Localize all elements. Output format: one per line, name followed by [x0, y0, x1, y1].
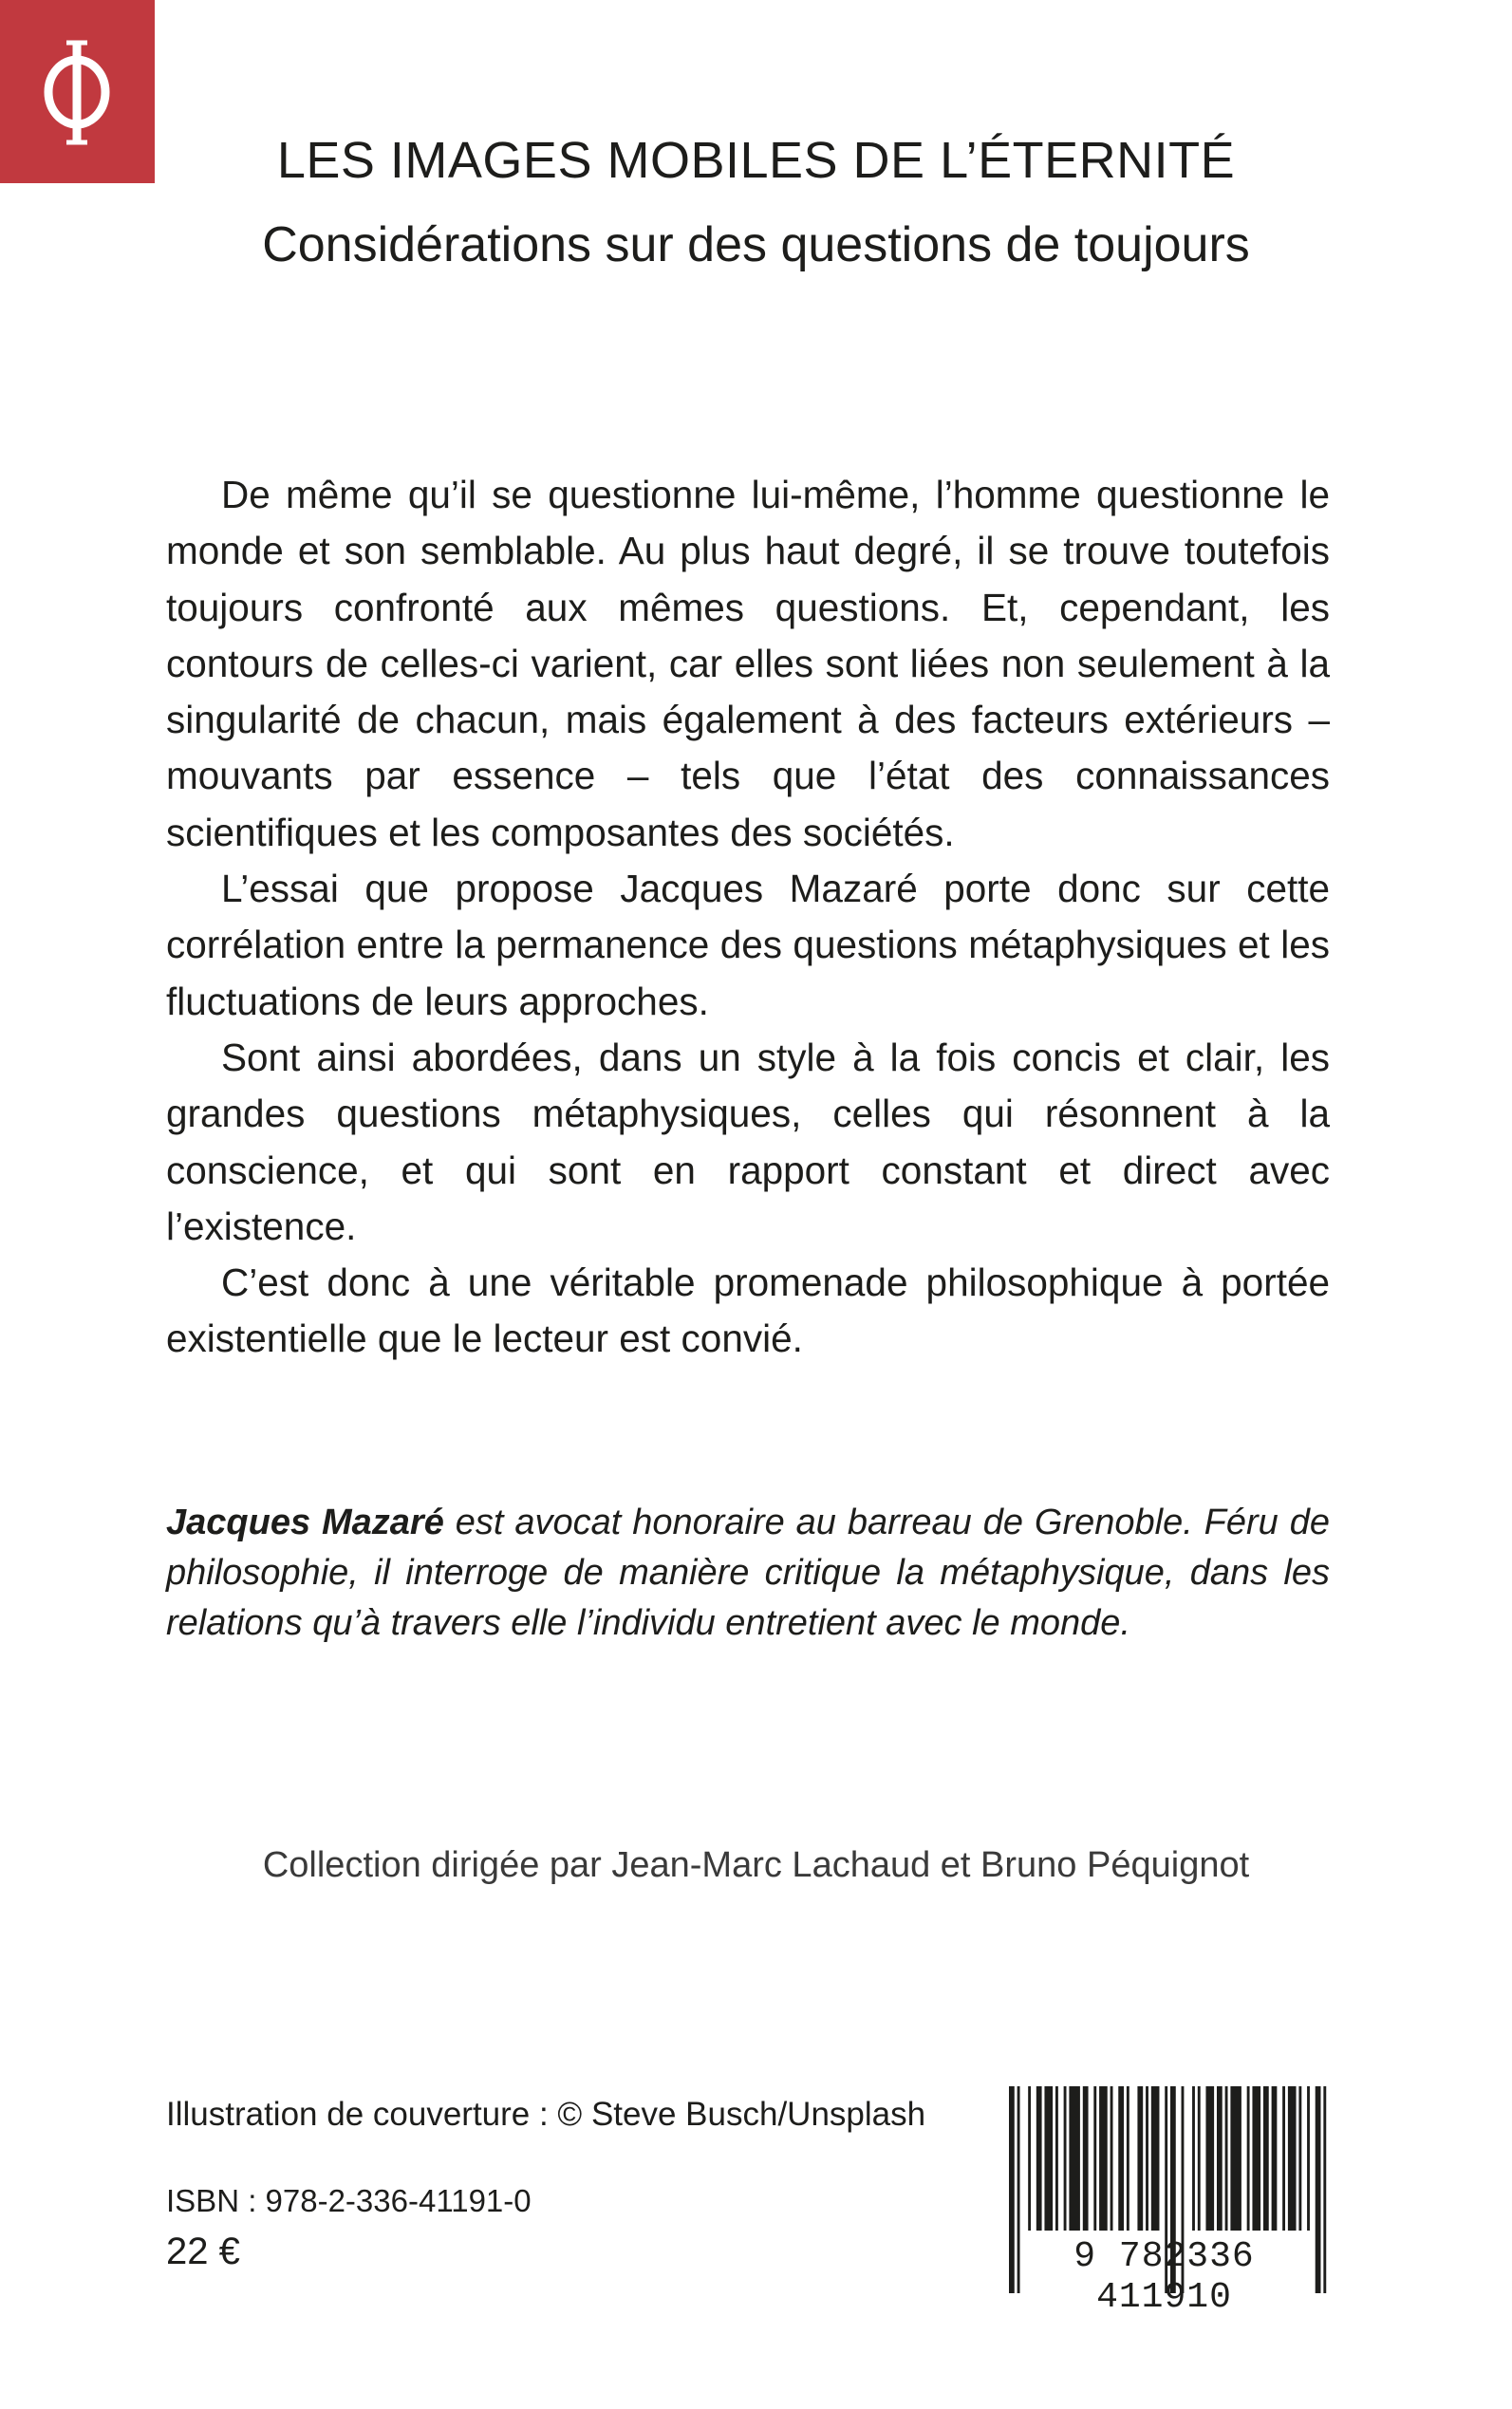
barcode-bar	[1093, 2086, 1096, 2231]
blurb-paragraph: L’essai que propose Jacques Mazaré porte donc sur cette corrélation entre la permanence des questions métaphysiques et les fluctuations de leurs approches.	[166, 867, 1330, 1023]
book-title: LES IMAGES MOBILES DE L’ÉTERNITÉ	[276, 132, 1236, 189]
author-name: Jacques Mazaré	[166, 1503, 444, 1542]
barcode-bar	[1055, 2086, 1058, 2231]
barcode-bar	[1288, 2086, 1297, 2231]
barcode-bar	[1146, 2086, 1148, 2231]
barcode-bar	[1083, 2086, 1089, 2231]
barcode-bar	[1111, 2086, 1113, 2231]
author-bio	[166, 1498, 1330, 1649]
barcode-bar	[1151, 2086, 1160, 2231]
book-subtitle: Considérations sur des questions de toujours	[262, 217, 1250, 272]
barcode-bar	[1064, 2086, 1067, 2231]
barcode-bar	[1192, 2086, 1195, 2231]
barcode-bar	[1230, 2086, 1241, 2231]
barcode-bar	[1137, 2086, 1143, 2231]
barcode-bar	[1298, 2086, 1301, 2231]
barcode-bar	[1225, 2086, 1228, 2231]
collection-credit: Collection dirigée par Jean-Marc Lachaud et Bruno Péquignot	[262, 1845, 1250, 1885]
barcode-bar	[1099, 2086, 1108, 2231]
barcode-bar	[1282, 2086, 1285, 2231]
barcode-bar	[1198, 2086, 1201, 2231]
blurb-paragraph: C’est donc à une véritable promenade philosophique à portée existentielle que le lecteur est convié.	[166, 1261, 1330, 1361]
barcode-bar	[1217, 2086, 1223, 2231]
barcode-bar	[1272, 2086, 1278, 2231]
barcode-bar	[1252, 2086, 1260, 2231]
blurb	[166, 467, 1330, 1368]
barcode-bar	[1036, 2086, 1042, 2231]
barcode-bar	[1205, 2086, 1214, 2231]
barcode-bar	[1118, 2086, 1124, 2231]
author-bio-text: est avocat honoraire au barreau de Grenoble. Féru de philosophie, il interroge de manière critique la métaphysique, dans les relations qu’à travers elle l’individu entretient avec le monde.	[166, 1503, 1330, 1643]
barcode-bar	[1069, 2086, 1080, 2231]
barcode-digits: 9 782336 411910	[1073, 2236, 1255, 2318]
barcode-bar	[1127, 2086, 1129, 2231]
barcode-bar	[1307, 2086, 1310, 2231]
blurb-paragraph: Sont ainsi abordées, dans un style à la fois concis et clair, les grandes questions métaphysiques, celles qui résonnent à la conscience, et qui sont en rapport constant et direct avec l’existence.	[166, 1035, 1330, 1248]
price: 22 €	[166, 2231, 240, 2272]
barcode-bar	[1028, 2086, 1031, 2231]
barcode-bar	[1263, 2086, 1269, 2231]
isbn: ISBN : 978-2-336-41191-0	[166, 2183, 532, 2218]
illustration-credit: Illustration de couverture : © Steve Busch/Unsplash	[166, 2096, 926, 2133]
barcode-bar	[1044, 2086, 1053, 2231]
blurb-paragraph: De même qu’il se questionne lui-même, l’homme questionne le monde et son semblable. Au plus haut degré, il se trouve toutefois toujours confronté aux mêmes questions. Et, cependant, les contours de celles-ci varient, car elles sont liées non seulement à la singularité de chacun, mais également à des facteurs extérieurs – mouvants par essence – tels que l’état des connaissances scientifiques et les composantes des sociétés.	[166, 473, 1330, 854]
barcode-bar	[1247, 2086, 1250, 2231]
